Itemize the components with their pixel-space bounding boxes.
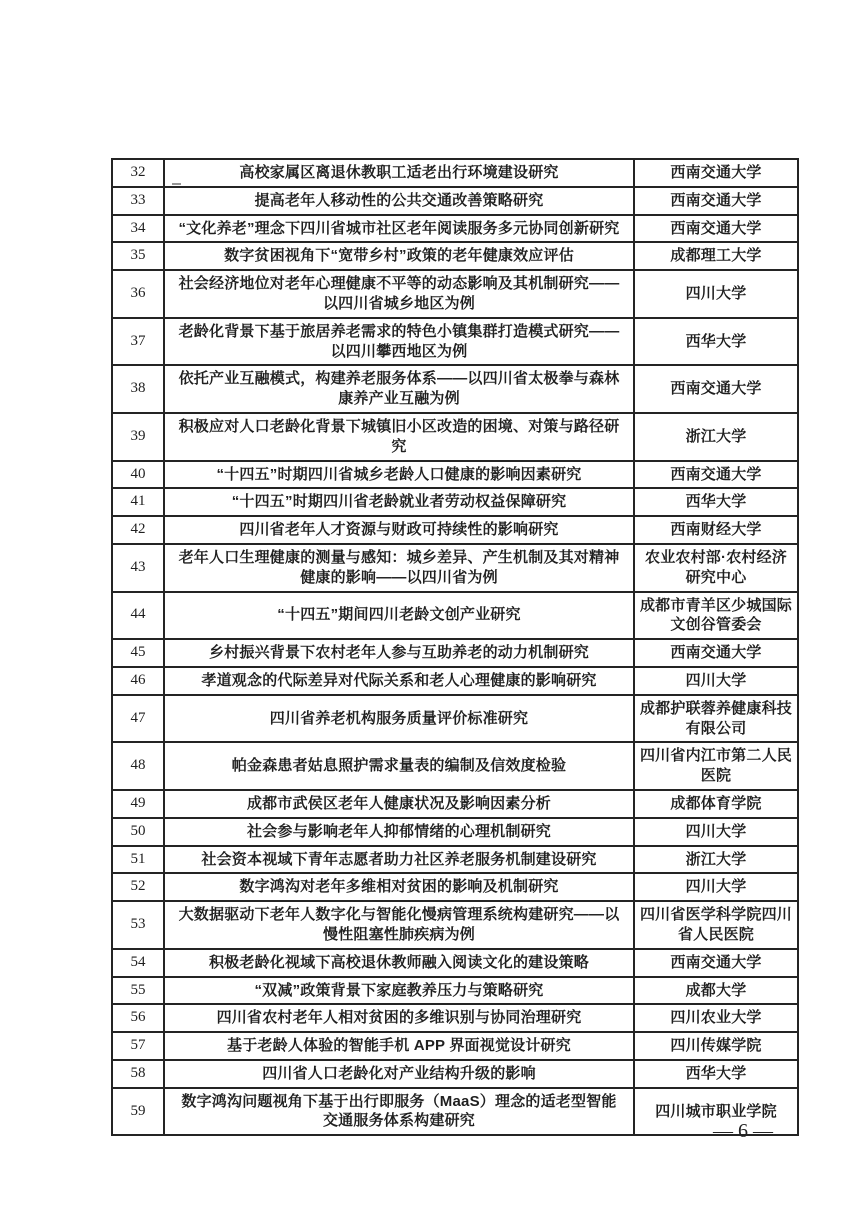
- project-title-cell: “文化养老”理念下四川省城市社区老年阅读服务多元协同创新研究: [164, 215, 634, 243]
- table-row: [112, 818, 798, 846]
- row-number-cell: 32: [112, 159, 164, 187]
- organization-cell: 西南交通大学: [634, 159, 798, 187]
- project-title-cell: 依托产业互融模式，构建养老服务体系——以四川省太极拳与森林康养产业互融为例: [164, 365, 634, 413]
- page-number: — 6 —: [713, 1120, 773, 1142]
- organization-cell: 四川省内江市第二人民医院: [634, 742, 798, 790]
- row-number-cell: 51: [112, 846, 164, 874]
- table-row: [112, 461, 798, 489]
- row-number-cell: 44: [112, 592, 164, 640]
- row-number-cell: 43: [112, 544, 164, 592]
- project-title-cell: 乡村振兴背景下农村老年人参与互助养老的动力机制研究: [164, 639, 634, 667]
- project-title-cell: 提高老年人移动性的公共交通改善策略研究: [164, 187, 634, 215]
- table-row: [112, 949, 798, 977]
- project-title-cell: 四川省农村老年人相对贫困的多维识别与协同治理研究: [164, 1004, 634, 1032]
- table-row: [112, 742, 798, 790]
- organization-cell: 四川大学: [634, 667, 798, 695]
- row-number-cell: 59: [112, 1088, 164, 1136]
- organization-cell: 四川大学: [634, 873, 798, 901]
- project-title-cell: 老年人口生理健康的测量与感知：城乡差异、产生机制及其对精神健康的影响——以四川省为例: [164, 544, 634, 592]
- table-row: [112, 667, 798, 695]
- project-title-cell: 大数据驱动下老年人数字化与智能化慢病管理系统构建研究——以慢性阻塞性肺疾病为例: [164, 901, 634, 949]
- table-row: [112, 1060, 798, 1088]
- row-number-cell: 39: [112, 413, 164, 461]
- project-title-cell: 数字鸿沟问题视角下基于出行即服务（MaaS）理念的适老型智能交通服务体系构建研究: [164, 1088, 634, 1136]
- table-row: [112, 901, 798, 949]
- table-row: [112, 413, 798, 461]
- project-title-cell: 老龄化背景下基于旅居养老需求的特色小镇集群打造模式研究——以四川攀西地区为例: [164, 318, 634, 366]
- organization-cell: 浙江大学: [634, 846, 798, 874]
- row-number-cell: 34: [112, 215, 164, 243]
- row-number-cell: 55: [112, 977, 164, 1005]
- organization-cell: 四川农业大学: [634, 1004, 798, 1032]
- organization-cell: 成都体育学院: [634, 790, 798, 818]
- organization-cell: 四川大学: [634, 818, 798, 846]
- table-row: [112, 695, 798, 743]
- row-number-cell: 58: [112, 1060, 164, 1088]
- row-number-cell: 50: [112, 818, 164, 846]
- row-number-cell: 52: [112, 873, 164, 901]
- project-title-cell: 基于老龄人体验的智能手机 APP 界面视觉设计研究: [164, 1032, 634, 1060]
- row-number-cell: 41: [112, 488, 164, 516]
- project-title-cell: 社会参与影响老年人抑郁情绪的心理机制研究: [164, 818, 634, 846]
- organization-cell: 西南交通大学: [634, 215, 798, 243]
- row-number-cell: 35: [112, 242, 164, 270]
- table-row: [112, 790, 798, 818]
- organization-cell: 四川省医学科学院四川省人民医院: [634, 901, 798, 949]
- table-row: [112, 592, 798, 640]
- table-row: [112, 215, 798, 243]
- organization-cell: 西南交通大学: [634, 949, 798, 977]
- table-row: [112, 488, 798, 516]
- row-number-cell: 33: [112, 187, 164, 215]
- organization-cell: 西南交通大学: [634, 187, 798, 215]
- organization-cell: 西南交通大学: [634, 461, 798, 489]
- project-title-cell: 四川省养老机构服务质量评价标准研究: [164, 695, 634, 743]
- table-body: [112, 159, 798, 1135]
- row-number-cell: 47: [112, 695, 164, 743]
- row-number-cell: 54: [112, 949, 164, 977]
- organization-cell: 成都护联蓉养健康科技有限公司: [634, 695, 798, 743]
- row-number-cell: 56: [112, 1004, 164, 1032]
- project-title-cell: 积极老龄化视域下高校退休教师融入阅读文化的建设策略: [164, 949, 634, 977]
- row-number-cell: 36: [112, 270, 164, 318]
- row-number-cell: 40: [112, 461, 164, 489]
- project-title-cell: 成都市武侯区老年人健康状况及影响因素分析: [164, 790, 634, 818]
- project-title-cell: 孝道观念的代际差异对代际关系和老人心理健康的影响研究: [164, 667, 634, 695]
- table-row: [112, 977, 798, 1005]
- table-row: [112, 1032, 798, 1060]
- table-row: [112, 187, 798, 215]
- organization-cell: 西南交通大学: [634, 639, 798, 667]
- table-row: [112, 1088, 798, 1136]
- project-title-cell: “双减”政策背景下家庭教养压力与策略研究: [164, 977, 634, 1005]
- project-title-cell: 帕金森患者姑息照护需求量表的编制及信效度检验: [164, 742, 634, 790]
- project-table: [111, 158, 799, 1136]
- row-number-cell: 53: [112, 901, 164, 949]
- organization-cell: 成都大学: [634, 977, 798, 1005]
- table-row: [112, 846, 798, 874]
- table-row: [112, 159, 798, 187]
- project-title-cell: 社会资本视域下青年志愿者助力社区养老服务机制建设研究: [164, 846, 634, 874]
- table-row: [112, 242, 798, 270]
- organization-cell: 西南财经大学: [634, 516, 798, 544]
- table-row: [112, 873, 798, 901]
- organization-cell: 四川大学: [634, 270, 798, 318]
- row-number-cell: 46: [112, 667, 164, 695]
- project-title-cell: 积极应对人口老龄化背景下城镇旧小区改造的困境、对策与路径研究: [164, 413, 634, 461]
- row-number-cell: 45: [112, 639, 164, 667]
- organization-cell: 成都市青羊区少城国际文创谷管委会: [634, 592, 798, 640]
- row-number-cell: 38: [112, 365, 164, 413]
- project-title-cell: “十四五”期间四川老龄文创产业研究: [164, 592, 634, 640]
- organization-cell: 农业农村部·农村经济研究中心: [634, 544, 798, 592]
- table-row: [112, 365, 798, 413]
- organization-cell: 西南交通大学: [634, 365, 798, 413]
- project-title-cell: 数字贫困视角下“宽带乡村”政策的老年健康效应评估: [164, 242, 634, 270]
- organization-cell: 浙江大学: [634, 413, 798, 461]
- table-row: [112, 318, 798, 366]
- organization-cell: 西华大学: [634, 318, 798, 366]
- row-number-cell: 42: [112, 516, 164, 544]
- organization-cell: 西华大学: [634, 488, 798, 516]
- row-number-cell: 57: [112, 1032, 164, 1060]
- project-title-cell: 四川省人口老龄化对产业结构升级的影响: [164, 1060, 634, 1088]
- row-number-cell: 49: [112, 790, 164, 818]
- project-title-cell: “十四五”时期四川省城乡老龄人口健康的影响因素研究: [164, 461, 634, 489]
- project-title-cell: “十四五”时期四川省老龄就业者劳动权益保障研究: [164, 488, 634, 516]
- table-row: [112, 639, 798, 667]
- organization-cell: 成都理工大学: [634, 242, 798, 270]
- table-row: [112, 544, 798, 592]
- project-title-cell: 四川省老年人才资源与财政可持续性的影响研究: [164, 516, 634, 544]
- organization-cell: 西华大学: [634, 1060, 798, 1088]
- table-row: [112, 270, 798, 318]
- row-number-cell: 48: [112, 742, 164, 790]
- organization-cell: 四川城市职业学院: [634, 1088, 798, 1136]
- organization-cell: 四川传媒学院: [634, 1032, 798, 1060]
- row-number-cell: 37: [112, 318, 164, 366]
- project-title-cell: 社会经济地位对老年心理健康不平等的动态影响及其机制研究——以四川省城乡地区为例: [164, 270, 634, 318]
- project-title-cell: 数字鸿沟对老年多维相对贫困的影响及机制研究: [164, 873, 634, 901]
- table-row: [112, 1004, 798, 1032]
- table-row: [112, 516, 798, 544]
- project-title-cell: 高校家属区离退休教职工适老出行环境建设研究: [164, 159, 634, 187]
